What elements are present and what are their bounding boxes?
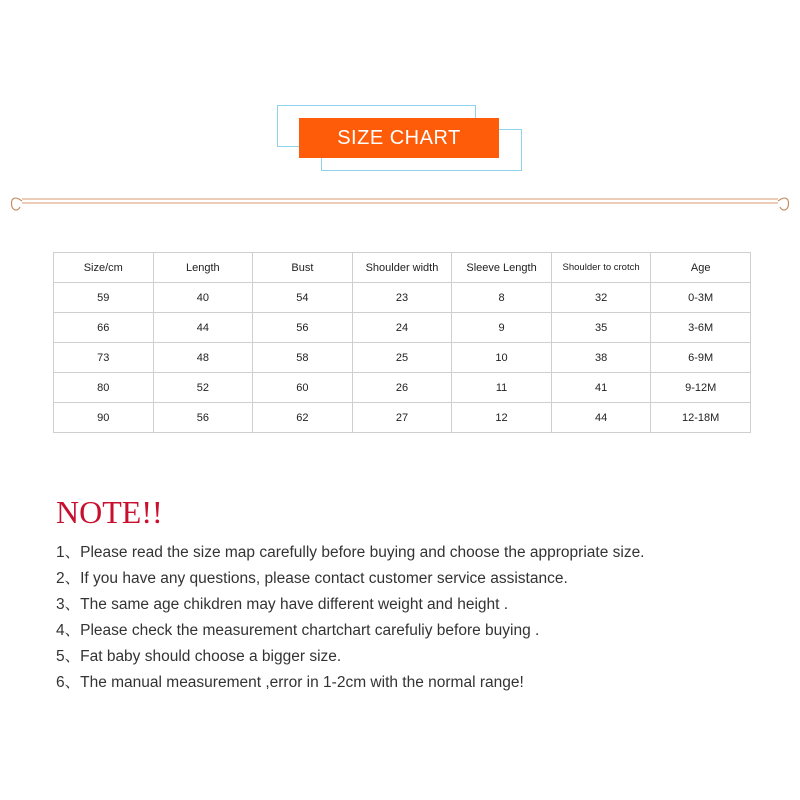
table-cell: 56 bbox=[153, 403, 253, 433]
table-cell: 41 bbox=[551, 373, 651, 403]
table-cell: 25 bbox=[352, 343, 452, 373]
page-title: SIZE CHART bbox=[337, 126, 461, 149]
table-cell: 0-3M bbox=[651, 283, 751, 313]
note-item: 2、If you have any questions, please contact customer service assistance. bbox=[56, 570, 568, 587]
note-item: 5、Fat baby should choose a bigger size. bbox=[56, 648, 342, 665]
table-cell: 9 bbox=[452, 313, 552, 343]
header-cell: Bust bbox=[253, 253, 353, 283]
table-cell: 27 bbox=[352, 403, 452, 433]
table-cell: 48 bbox=[153, 343, 253, 373]
header-cell: Size/cm bbox=[54, 253, 154, 283]
table-cell: 24 bbox=[352, 313, 452, 343]
table-cell: 44 bbox=[153, 313, 253, 343]
table-cell: 38 bbox=[551, 343, 651, 373]
note-item: 3、The same age chikdren may have different weight and height . bbox=[56, 596, 509, 613]
header-cell: Length bbox=[153, 253, 253, 283]
table-cell: 66 bbox=[54, 313, 154, 343]
table-cell: 35 bbox=[551, 313, 651, 343]
table-cell: 60 bbox=[253, 373, 353, 403]
table-cell: 8 bbox=[452, 283, 552, 313]
table-row bbox=[54, 343, 751, 373]
header-cell: Shoulder to crotch bbox=[551, 253, 651, 283]
table-row bbox=[54, 313, 751, 343]
table-cell: 40 bbox=[153, 283, 253, 313]
table-cell: 10 bbox=[452, 343, 552, 373]
note-title: NOTE!! bbox=[56, 494, 163, 530]
table-cell: 26 bbox=[352, 373, 452, 403]
table-cell: 12 bbox=[452, 403, 552, 433]
table-cell: 62 bbox=[253, 403, 353, 433]
table-header-row bbox=[54, 253, 751, 283]
table-cell: 3-6M bbox=[651, 313, 751, 343]
table-cell: 12-18M bbox=[651, 403, 751, 433]
table-row bbox=[54, 403, 751, 433]
table-cell: 23 bbox=[352, 283, 452, 313]
table-cell: 11 bbox=[452, 373, 552, 403]
table-cell: 32 bbox=[551, 283, 651, 313]
table-cell: 9-12M bbox=[651, 373, 751, 403]
size-table bbox=[53, 252, 751, 433]
header-cell: Shoulder width bbox=[352, 253, 452, 283]
decorative-divider bbox=[0, 185, 800, 225]
table-cell: 54 bbox=[253, 283, 353, 313]
table-cell: 56 bbox=[253, 313, 353, 343]
header-cell: Age bbox=[651, 253, 751, 283]
table-cell: 6-9M bbox=[651, 343, 751, 373]
note-list bbox=[56, 543, 645, 699]
table-cell: 80 bbox=[54, 373, 154, 403]
size-chart-badge bbox=[299, 118, 499, 158]
table-cell: 44 bbox=[551, 403, 651, 433]
table-cell: 58 bbox=[253, 343, 353, 373]
note-item: 1、Please read the size map carefully before buying and choose the appropriate size. bbox=[56, 544, 645, 561]
table-row bbox=[54, 373, 751, 403]
note-item: 6、The manual measurement ,error in 1-2cm with the normal range! bbox=[56, 674, 524, 691]
header-cell: Sleeve Length bbox=[452, 253, 552, 283]
note-item: 4、Please check the measurement chartchart carefuliy before buying . bbox=[56, 622, 540, 639]
table-cell: 52 bbox=[153, 373, 253, 403]
table-cell: 59 bbox=[54, 283, 154, 313]
table-cell: 90 bbox=[54, 403, 154, 433]
table-cell: 73 bbox=[54, 343, 154, 373]
table-row bbox=[54, 283, 751, 313]
